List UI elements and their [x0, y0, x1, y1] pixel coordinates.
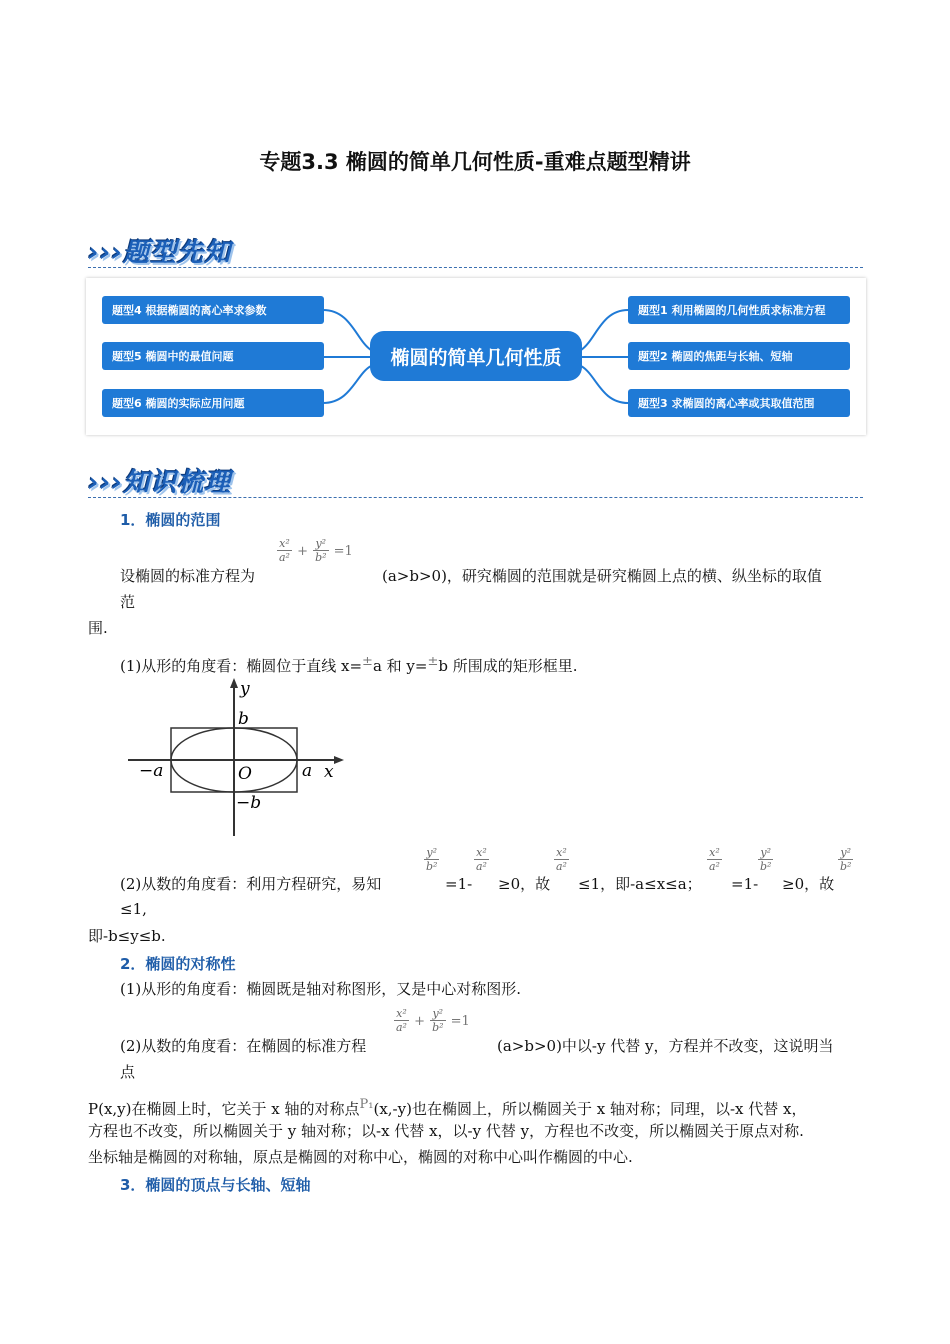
section-heading-symmetry: 2．椭圆的对称性 — [120, 955, 236, 973]
axis-label-y: y — [240, 679, 250, 699]
fraction-y2-b2: $\frac{\text{y²}}{\text{b²}}$ — [426, 846, 438, 873]
paragraph-text: (1)从形的角度看：椭圆既是轴对称图形，又是中心对称图形. — [120, 980, 522, 998]
banner-knowledge: ›››知识梳理 — [88, 468, 232, 498]
paragraph-text: ≤1，即-a≤x≤a； — [578, 875, 702, 893]
mindmap-panel — [86, 278, 866, 435]
page-title: 专题3.3 椭圆的简单几何性质-重难点题型精讲 — [259, 150, 691, 174]
point-p1-label: P₁ — [359, 1097, 374, 1112]
paragraph-text: 设椭圆的标准方程为 — [120, 567, 256, 585]
section-heading-vertices: 3．椭圆的顶点与长轴、短轴 — [120, 1176, 311, 1194]
label-b: b — [238, 709, 249, 729]
mindmap-node-type5: 题型5 椭圆中的最值问题 — [102, 342, 324, 370]
mindmap-node-type2: 题型2 椭圆的焦距与长轴、短轴 — [628, 342, 850, 370]
equation-standard-form: $\frac{\text{x²}}{\text{a²}}$ + $\frac{\text{y²}}{\text{b²}}$ =1 — [396, 1007, 470, 1034]
paragraph-text: =1- — [445, 875, 473, 893]
paragraph-text: (1)从形的角度看：椭圆位于直线 x=±a 和 y=±b 所围成的矩形框里. — [120, 654, 578, 675]
paragraph-text: 方程也不改变，所以椭圆关于 y 轴对称；以-x 代替 x，以-y 代替 y，方程也不改变，所以椭圆关于原点对称. — [88, 1122, 804, 1140]
paragraph-text: (2)从数的角度看：在椭圆的标准方程 — [120, 1037, 367, 1055]
label-neg-b: −b — [236, 793, 262, 813]
divider — [88, 267, 863, 268]
paragraph-text: 坐标轴是椭圆的对称轴，原点是椭圆的对称中心，椭圆的对称中心叫作椭圆的中心. — [88, 1148, 633, 1166]
mindmap-node-type6: 题型6 椭圆的实际应用问题 — [102, 389, 324, 417]
axis-label-x: x — [324, 762, 334, 782]
section-heading-range: 1．椭圆的范围 — [120, 511, 221, 529]
paragraph-text: (a>b>0)，研究椭圆的范围就是研究椭圆上点的横、纵坐标的取值 — [382, 567, 822, 585]
divider — [88, 497, 863, 498]
mindmap-center-node: 椭圆的简单几何性质 — [370, 331, 582, 381]
paragraph-text: P(x,y)在椭圆上时，它关于 x 轴的对称点$^{P_1}$(x,-y)也在椭圆上，所以椭圆关于 x 轴对称；同理，以-x 代替 x， — [88, 1097, 807, 1118]
mindmap-node-type4: 题型4 根据椭圆的离心率求参数 — [102, 296, 324, 324]
paragraph-text: ≤1, — [120, 900, 147, 918]
paragraph-text: 即-b≤y≤b. — [88, 927, 166, 945]
mindmap-node-type1: 题型1 利用椭圆的几何性质求标准方程 — [628, 296, 850, 324]
paragraph-text: (2)从数的角度看：利用方程研究，易知 — [120, 875, 382, 893]
ellipse-range-figure — [124, 676, 344, 838]
label-a: a — [302, 761, 313, 781]
paragraph-text: =1- — [731, 875, 759, 893]
equation-standard-form: $\frac{\text{x²}}{\text{a²}}$ + $\frac{\text{y²}}{\text{b²}}$ =1 — [279, 537, 353, 564]
label-neg-a: −a — [139, 761, 164, 781]
fraction-x2-a2: $\frac{\text{x²}}{\text{a²}}$ — [709, 846, 720, 873]
paragraph-text: ≥0，故 — [782, 875, 835, 893]
paragraph-text: 围. — [88, 619, 108, 637]
paragraph-text: 点 — [120, 1063, 136, 1081]
paragraph-text: 范 — [120, 593, 136, 611]
mindmap-node-type3: 题型3 求椭圆的离心率或其取值范围 — [628, 389, 850, 417]
fraction-y2-b2: $\frac{\text{y²}}{\text{b²}}$ — [840, 846, 852, 873]
paragraph-text: ≥0，故 — [498, 875, 551, 893]
label-origin: O — [238, 764, 252, 784]
banner-question-types: ›››题型先知 — [88, 238, 232, 268]
fraction-x2-a2: $\frac{\text{x²}}{\text{a²}}$ — [556, 846, 567, 873]
fraction-y2-b2: $\frac{\text{y²}}{\text{b²}}$ — [760, 846, 772, 873]
fraction-x2-a2: $\frac{\text{x²}}{\text{a²}}$ — [476, 846, 487, 873]
paragraph-text: (a>b>0)中以-y 代替 y，方程并不改变，这说明当 — [497, 1037, 834, 1055]
